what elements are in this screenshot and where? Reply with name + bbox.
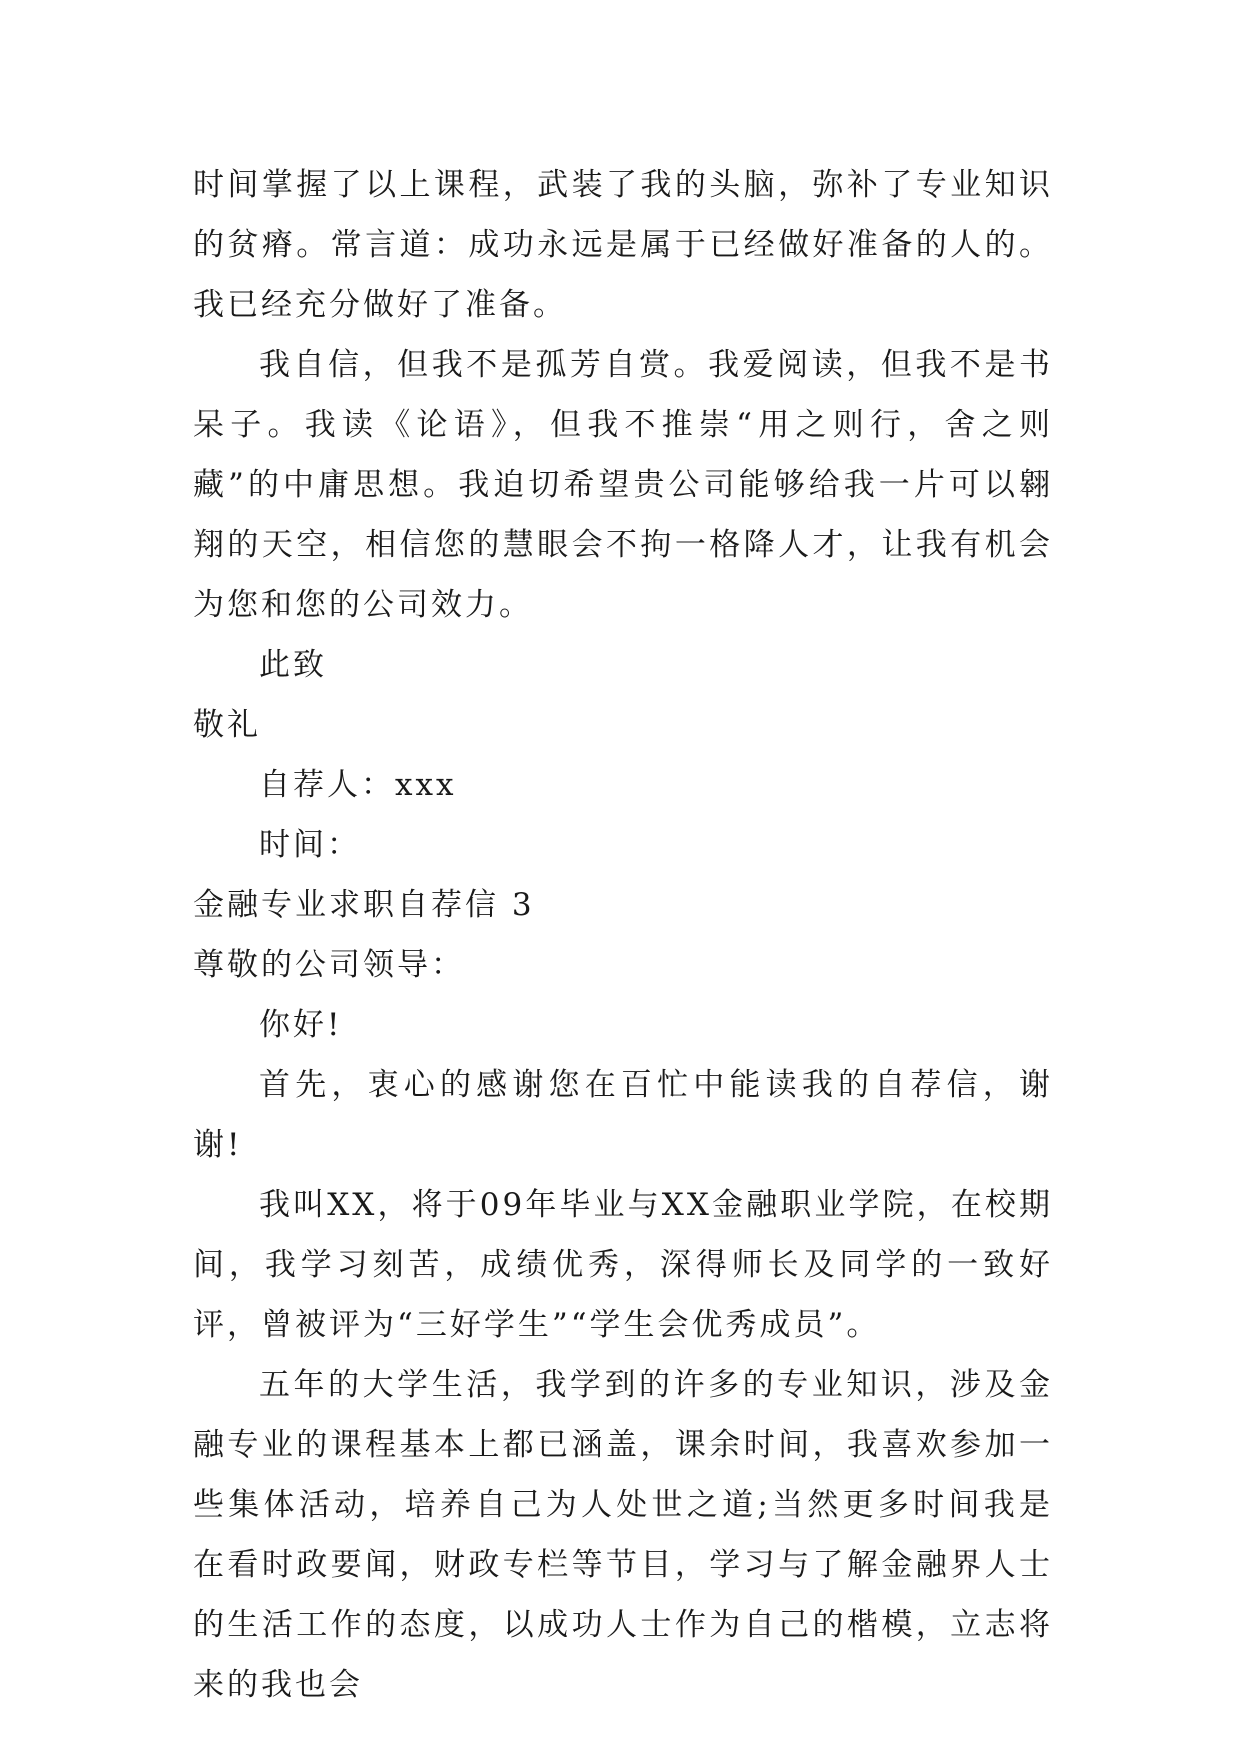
paragraph-course-summary: 时间掌握了以上课程，武装了我的头脑，弥补了专业知识的贫瘠。常言道：成功永远是属于已经做好准备的人的。我已经充分做好了准备。 [193,167,1053,323]
paragraph-university-life: 五年的大学生活，我学到的许多的专业知识，涉及金融专业的课程基本上都已涵盖，课余时间，我喜欢参加一些集体活动，培养自己为人处世之道;当然更多时间我是在看时政要闻，财政专栏等节目，学习与了解金融界人士的生活工作的态度，以成功人士作为自己的楷模，立志将来的我也会 [193,1367,1053,1703]
closing-salutation: 此致 [259,647,327,683]
paragraph-thanks: 首先，衷心的感谢您在百忙中能读我的自荐信，谢谢! [193,1067,1053,1163]
paragraph-introduction: 我叫XX，将于09年毕业与XX金融职业学院，在校期间，我学习刻苦，成绩优秀，深得师长及同学的一致好评，曾被评为“三好学生”“学生会优秀成员”。 [193,1187,1053,1343]
hello-line: 你好! [259,1007,343,1043]
letter-greeting: 尊敬的公司领导： [193,947,465,983]
closing-respect: 敬礼 [193,707,261,743]
letter-body [193,155,1053,1715]
date-line: 时间： [259,827,361,863]
paragraph-self-confidence: 我自信，但我不是孤芳自赏。我爱阅读，但我不是书呆子。我读《论语》，但我不推崇“用之则行，舍之则藏”的中庸思想。我迫切希望贵公司能够给我一片可以翱翔的天空，相信您的慧眼会不拘一格降人才，让我有机会为您和您的公司效力。 [193,347,1053,623]
section-title: 金融专业求职自荐信 3 [193,887,535,923]
signature-line: 自荐人：xxx [259,767,457,803]
